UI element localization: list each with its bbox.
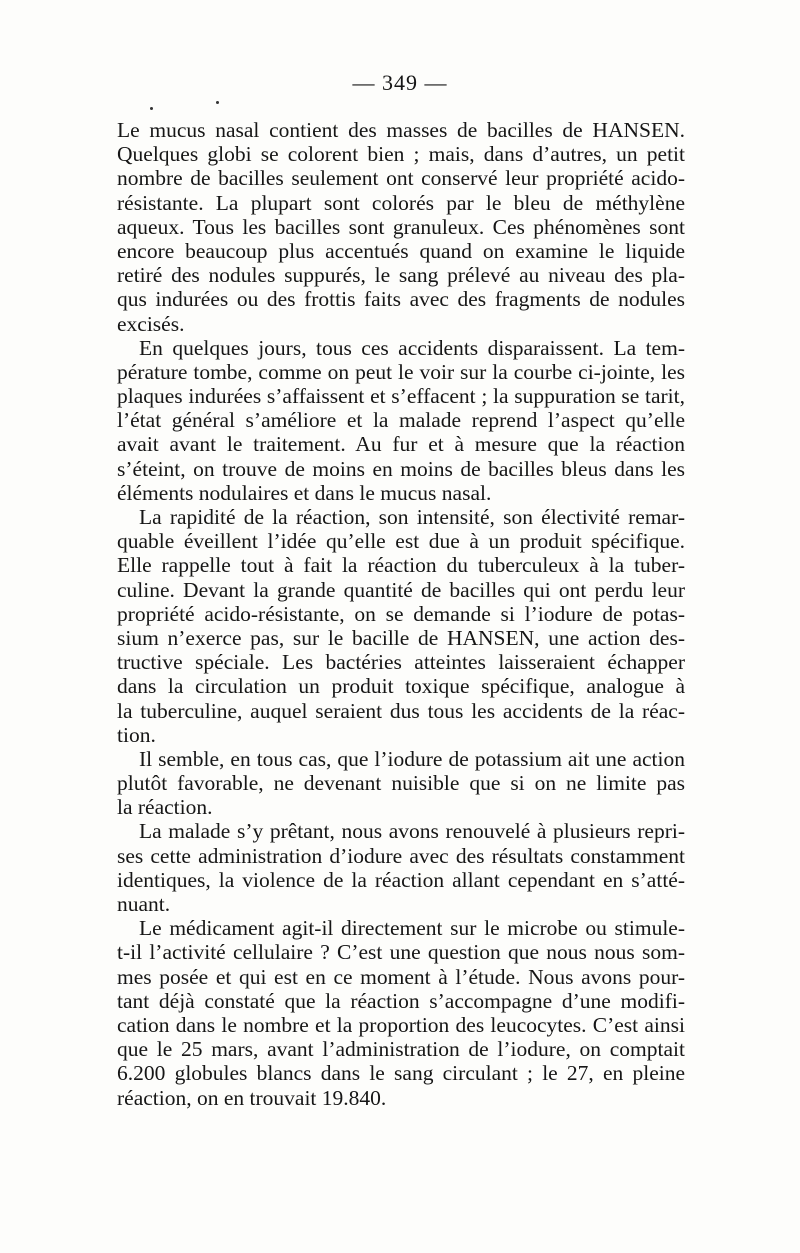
text-line: mes posée et qui est en ce moment à l’étude. Nous avons pour-	[117, 964, 685, 989]
text-line: aqueux. Tous les bacilles sont granuleux. Ces phénomènes sont	[117, 214, 685, 239]
text-line: éléments nodulaires et dans le mucus nasal.	[117, 480, 492, 505]
scan-speck	[150, 107, 153, 110]
text-line: retiré des nodules suppurés, le sang prélevé au niveau des pla-	[117, 263, 685, 288]
scan-speck	[216, 101, 219, 104]
text-line: que le 25 mars, avant l’administration de l’iodure, on comptait	[117, 1037, 685, 1062]
text-line: avait avant le traitement. Au fur et à mesure que la réaction	[117, 432, 685, 457]
text-line: identiques, la violence de la réaction allant cependant en s’atté-	[117, 867, 685, 892]
text-line: tion.	[117, 722, 156, 747]
text-line: ses cette administration d’iodure avec des résultats constamment	[117, 843, 685, 868]
text-line: culine. Devant la grande quantité de bacilles qui ont perdu leur	[117, 577, 685, 602]
text-line: Elle rappelle tout à fait la réaction du tuberculeux à la tuber-	[117, 553, 685, 578]
text-line: La rapidité de la réaction, son intensité, son électivité remar-	[139, 505, 685, 529]
text-line: dans la circulation un produit toxique spécifique, analogue à	[117, 674, 685, 699]
text-line: t-il l’activité cellulaire ? C’est une question que nous nous som-	[117, 940, 685, 965]
text-line: Il semble, en tous cas, que l’iodure de potassium ait une action	[139, 746, 685, 771]
text-line: la réaction.	[117, 795, 213, 820]
text-line: plaques indurées s’affaissent et s’effacent ; la suppuration se tarit,	[117, 384, 685, 409]
text-line: nombre de bacilles seulement ont conservé leur propriété acido-	[117, 166, 685, 191]
paragraph	[117, 916, 685, 1110]
text-line: plutôt favorable, ne devenant nuisible que si on ne limite pas	[117, 771, 685, 796]
text-line: Quelques globi se colorent bien ; mais, dans d’autres, un petit	[117, 142, 685, 167]
text-line: En quelques jours, tous ces accidents disparaissent. La tem-	[139, 335, 685, 360]
paragraph	[117, 505, 685, 747]
text-line: cation dans le nombre et la proportion des leucocytes. C’est ainsi	[117, 1012, 685, 1037]
text-line: 6.200 globules blancs dans le sang circulant ; le 27, en pleine	[117, 1061, 685, 1086]
text-line: excisés.	[117, 311, 185, 336]
text-line: l’état général s’améliore et la malade reprend l’aspect qu’elle	[117, 408, 685, 433]
text-line: encore beaucoup plus accentués quand on examine le liquide	[117, 238, 685, 263]
body-text	[117, 118, 685, 1110]
paragraph	[117, 336, 685, 505]
text-line: réaction, on en trouvait 19.840.	[117, 1085, 387, 1110]
text-line: Le médicament agit-il directement sur le microbe ou stimule-	[139, 916, 685, 941]
text-line: sium n’exerce pas, sur le bacille de HANSEN, une action des-	[117, 625, 685, 650]
text-line: tructive spéciale. Les bactéries atteintes laisseraient échapper	[117, 650, 685, 675]
paragraph	[117, 819, 685, 916]
paragraph	[117, 747, 685, 820]
text-line: La malade s’y prêtant, nous avons renouvelé à plusieurs repri-	[139, 819, 685, 844]
text-line: tant déjà constaté que la réaction s’accompagne d’une modifi-	[117, 988, 685, 1013]
text-line: nuant.	[117, 892, 171, 916]
text-line: propriété acido-résistante, on se demande si l’iodure de potas-	[117, 601, 685, 626]
text-line: quable éveillent l’idée qu’elle est due à un produit spécifique.	[117, 529, 685, 554]
text-line: la tuberculine, auquel seraient dus tous les accidents de la réac-	[117, 698, 685, 723]
text-line: Le mucus nasal contient des masses de bacilles de HANSEN.	[117, 118, 685, 142]
paragraph	[117, 118, 685, 336]
text-line: qus indurées ou des frottis faits avec des fragments de nodules	[117, 287, 685, 312]
page-number: — 349 —	[352, 70, 448, 95]
text-line: s’éteint, on trouve de moins en moins de bacilles bleus dans les	[117, 456, 685, 481]
text-line: résistante. La plupart sont colorés par le bleu de méthylène	[117, 190, 685, 215]
text-line: pérature tombe, comme on peut le voir sur la courbe ci-jointe, les	[117, 359, 685, 384]
